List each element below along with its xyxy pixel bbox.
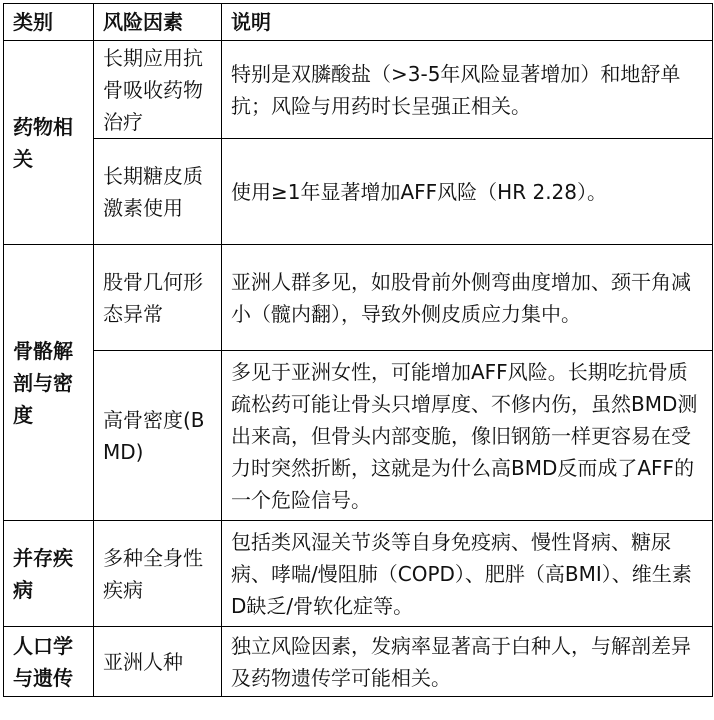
risk-factor-table: [3, 3, 713, 697]
description-cell: 独立风险因素，发病率显著高于白种人，与解剖差异及药物遗传学可能相关。: [222, 627, 713, 697]
category-cell: 药物相关: [4, 41, 94, 245]
category-cell: 骨骼解剖与密度: [4, 245, 94, 521]
factor-cell: 多种全身性疾病: [94, 521, 222, 627]
category-cell: 人口学与遗传: [4, 627, 94, 697]
factor-cell: 亚洲人种: [94, 627, 222, 697]
factor-cell: 高骨密度(BMD): [94, 351, 222, 521]
description-cell: 包括类风湿关节炎等自身免疫病、慢性肾病、糖尿病、哮喘/慢阻肺（COPD）、肥胖（高BMI）、维生素D缺乏/骨软化症等。: [222, 521, 713, 627]
table-row: [4, 41, 713, 139]
factor-cell: 股骨几何形态异常: [94, 245, 222, 351]
category-cell: 并存疾病: [4, 521, 94, 627]
description-cell: 特别是双膦酸盐（>3-5年风险显著增加）和地舒单抗；风险与用药时长呈强正相关。: [222, 41, 713, 139]
description-cell: 多见于亚洲女性，可能增加AFF风险。长期吃抗骨质疏松药可能让骨头只增厚度、不修内伤，虽然BMD测出来高，但骨头内部变脆，像旧钢筋一样更容易在受力时突然折断，这就是为什么高BMD反而成了AFF的一个危险信号。: [222, 351, 713, 521]
table-row: [4, 351, 713, 521]
header-category: 类别: [4, 4, 94, 41]
description-cell: 亚洲人群多见，如股骨前外侧弯曲度增加、颈干角减小（髋内翻），导致外侧皮质应力集中。: [222, 245, 713, 351]
table-row: [4, 245, 713, 351]
factor-cell: 长期糖皮质激素使用: [94, 139, 222, 245]
table-row: [4, 521, 713, 627]
table-row: [4, 627, 713, 697]
description-cell: 使用≥1年显著增加AFF风险（HR 2.28）。: [222, 139, 713, 245]
header-factor: 风险因素: [94, 4, 222, 41]
factor-cell: 长期应用抗骨吸收药物治疗: [94, 41, 222, 139]
header-description: 说明: [222, 4, 713, 41]
header-row: [4, 4, 713, 41]
table-row: [4, 139, 713, 245]
